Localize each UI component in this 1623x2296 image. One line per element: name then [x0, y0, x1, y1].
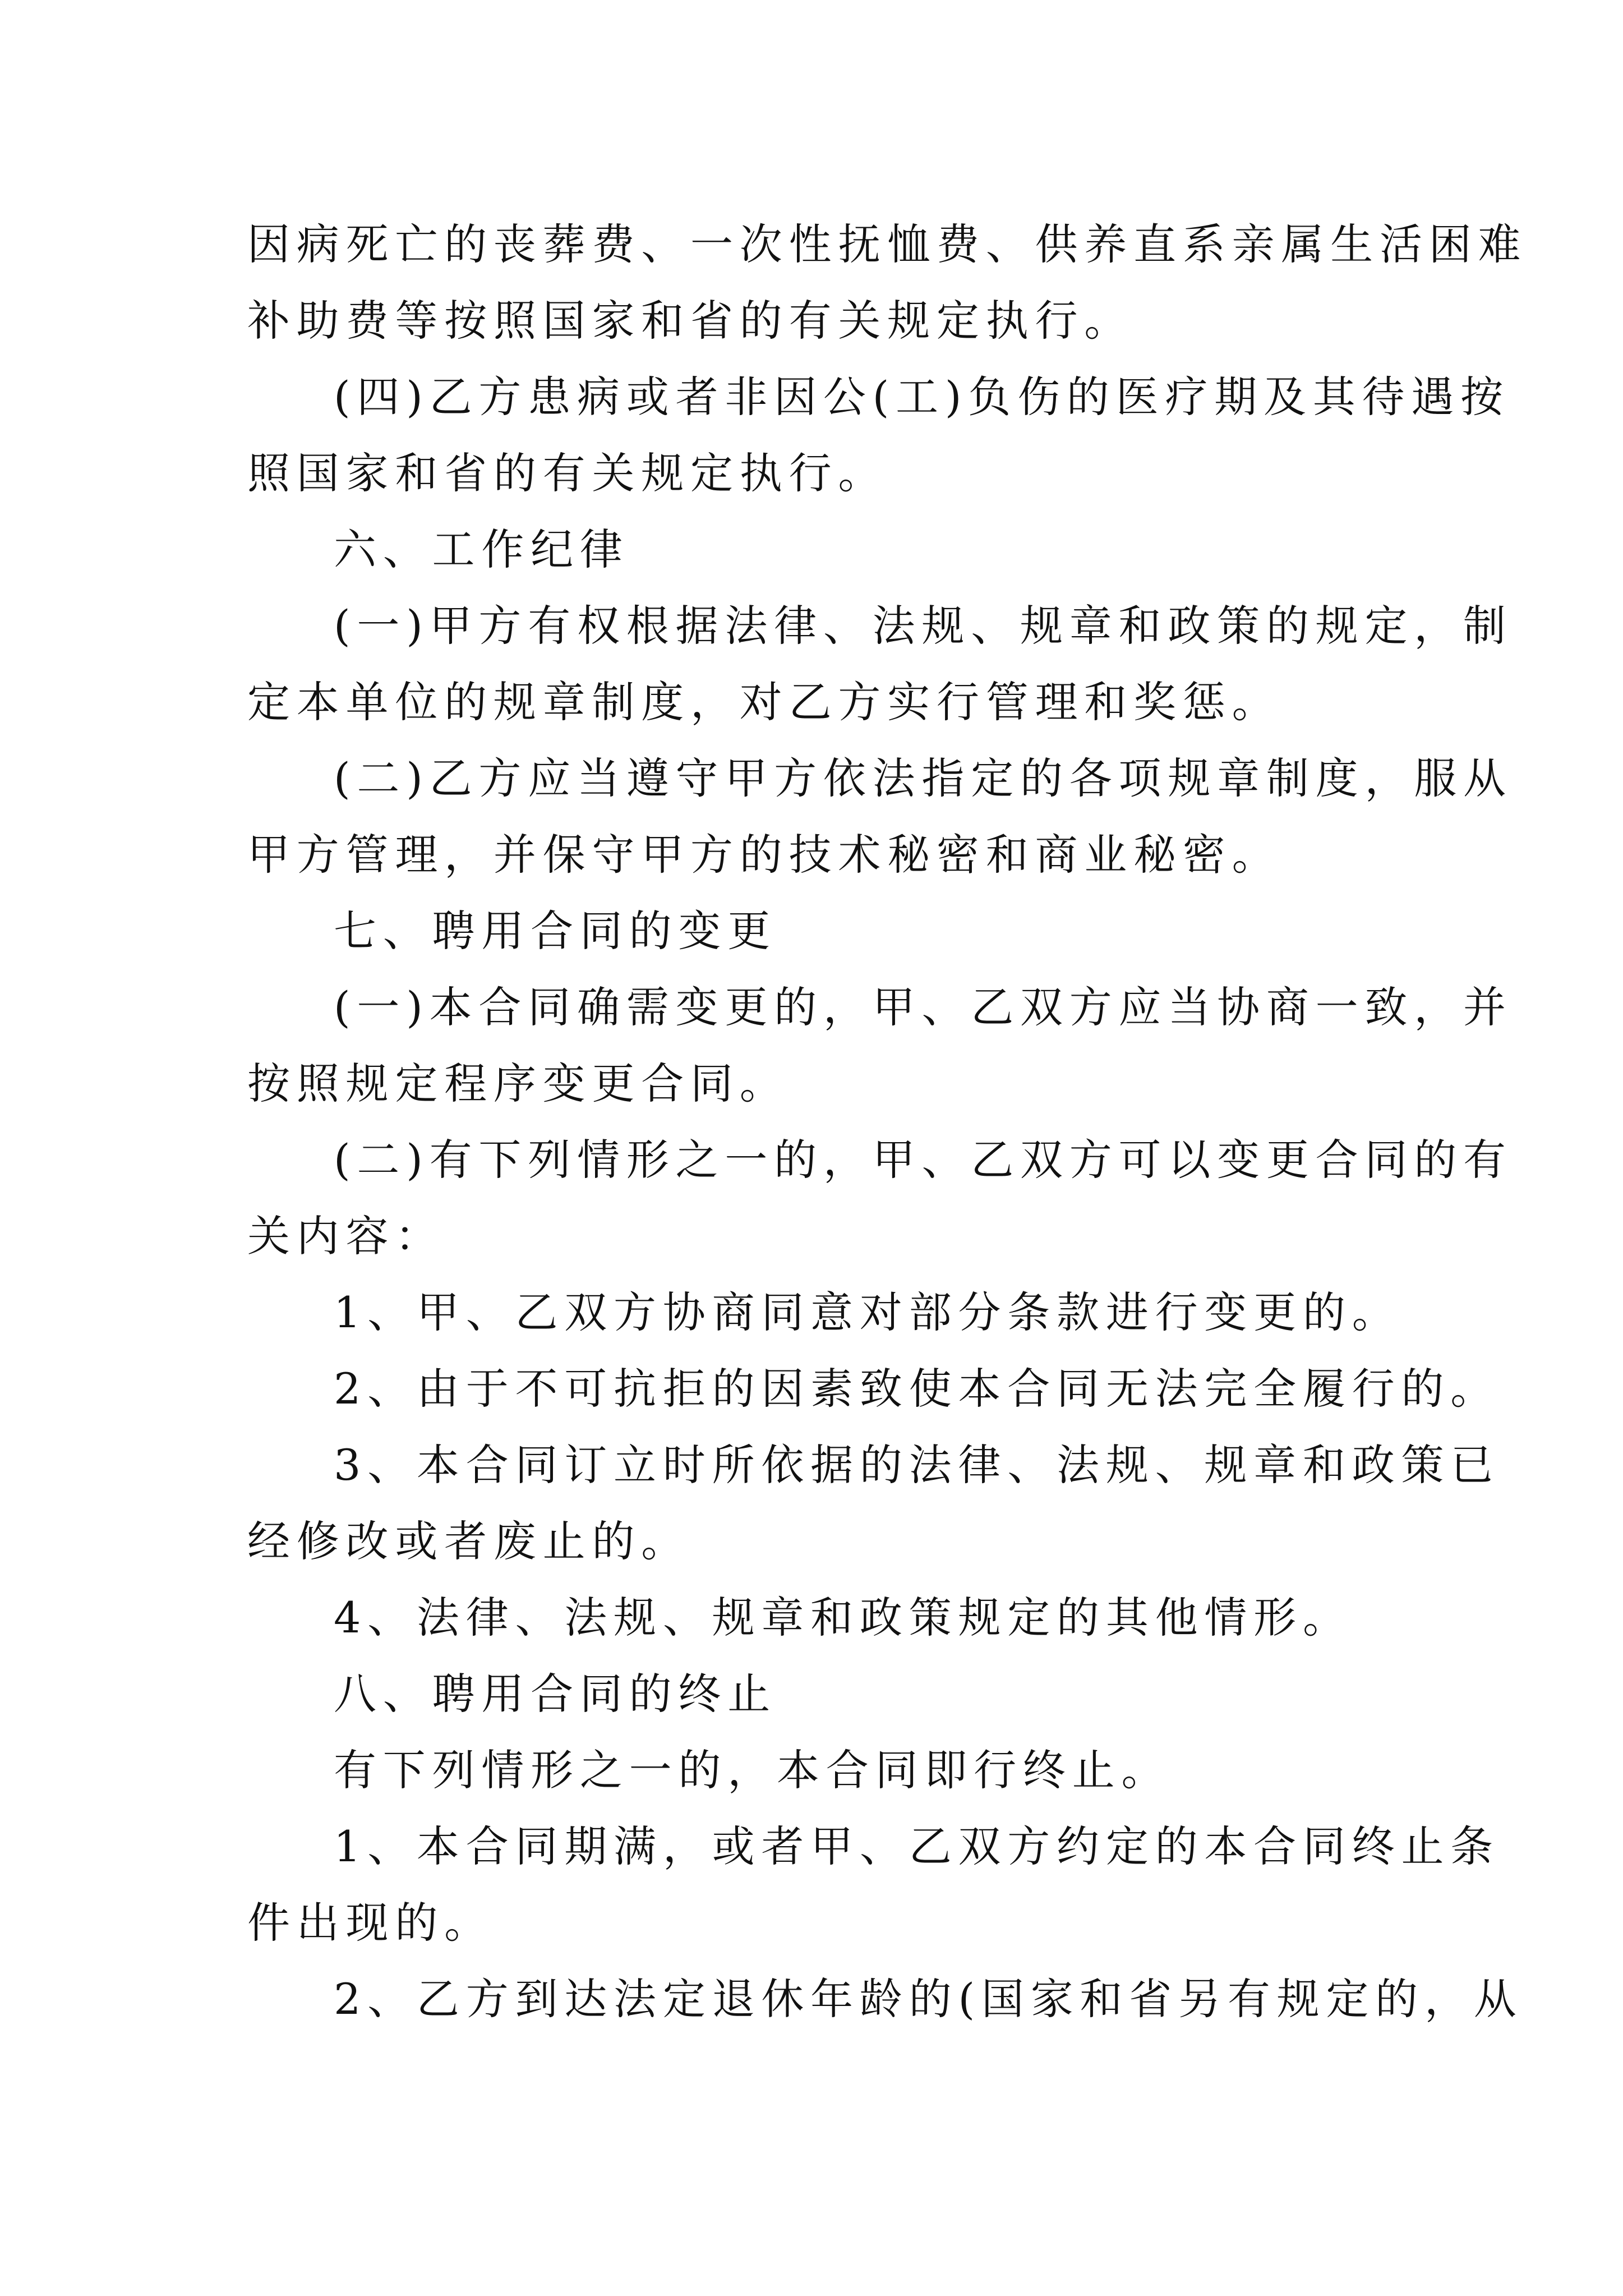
text-line-4: 照国家和省的有关规定执行。 [247, 448, 888, 498]
text-line-15: 1、甲、乙双方协商同意对部分条款进行变更的。 [334, 1287, 1401, 1337]
text-line-18: 经修改或者废止的。 [247, 1516, 691, 1566]
section-heading-six: 六、工作纪律 [334, 524, 629, 574]
text-line-14: 关内容： [247, 1211, 445, 1261]
text-line-22: 1、本合同期满，或者甲、乙双方约定的本合同终止条 [334, 1821, 1500, 1871]
text-line-7: 定本单位的规章制度，对乙方实行管理和奖惩。 [247, 677, 1281, 727]
text-line-9: 甲方管理，并保守甲方的技术秘密和商业秘密。 [247, 830, 1281, 880]
section-heading-eight: 八、聘用合同的终止 [334, 1669, 777, 1719]
text-line-11: (一)本合同确需变更的，甲、乙双方应当协商一致，并 [334, 982, 1513, 1032]
text-line-8: (二)乙方应当遵守甲方依法指定的各项规章制度，服从 [334, 753, 1513, 803]
text-line-2: 补助费等按照国家和省的有关规定执行。 [247, 296, 1134, 346]
text-line-13: (二)有下列情形之一的，甲、乙双方可以变更合同的有 [334, 1135, 1513, 1185]
text-line-24: 2、乙方到达法定退休年龄的(国家和省另有规定的，从 [334, 1974, 1523, 2024]
text-line-6: (一)甲方有权根据法律、法规、规章和政策的规定，制 [334, 601, 1513, 651]
text-line-17: 3、本合同订立时所依据的法律、法规、规章和政策已 [334, 1440, 1500, 1490]
text-line-23: 件出现的。 [247, 1898, 494, 1948]
text-line-21: 有下列情形之一的，本合同即行终止。 [334, 1745, 1171, 1795]
text-line-19: 4、法律、法规、规章和政策规定的其他情形。 [334, 1593, 1352, 1642]
text-line-1: 因病死亡的丧葬费、一次性抚恤费、供养直系亲属生活困难 [247, 219, 1528, 269]
text-line-12: 按照规定程序变更合同。 [247, 1059, 789, 1108]
text-line-16: 2、由于不可抗拒的因素致使本合同无法完全履行的。 [334, 1364, 1500, 1414]
section-heading-seven: 七、聘用合同的变更 [334, 906, 777, 956]
text-line-3: (四)乙方患病或者非因公(工)负伤的医疗期及其待遇按 [334, 372, 1510, 422]
